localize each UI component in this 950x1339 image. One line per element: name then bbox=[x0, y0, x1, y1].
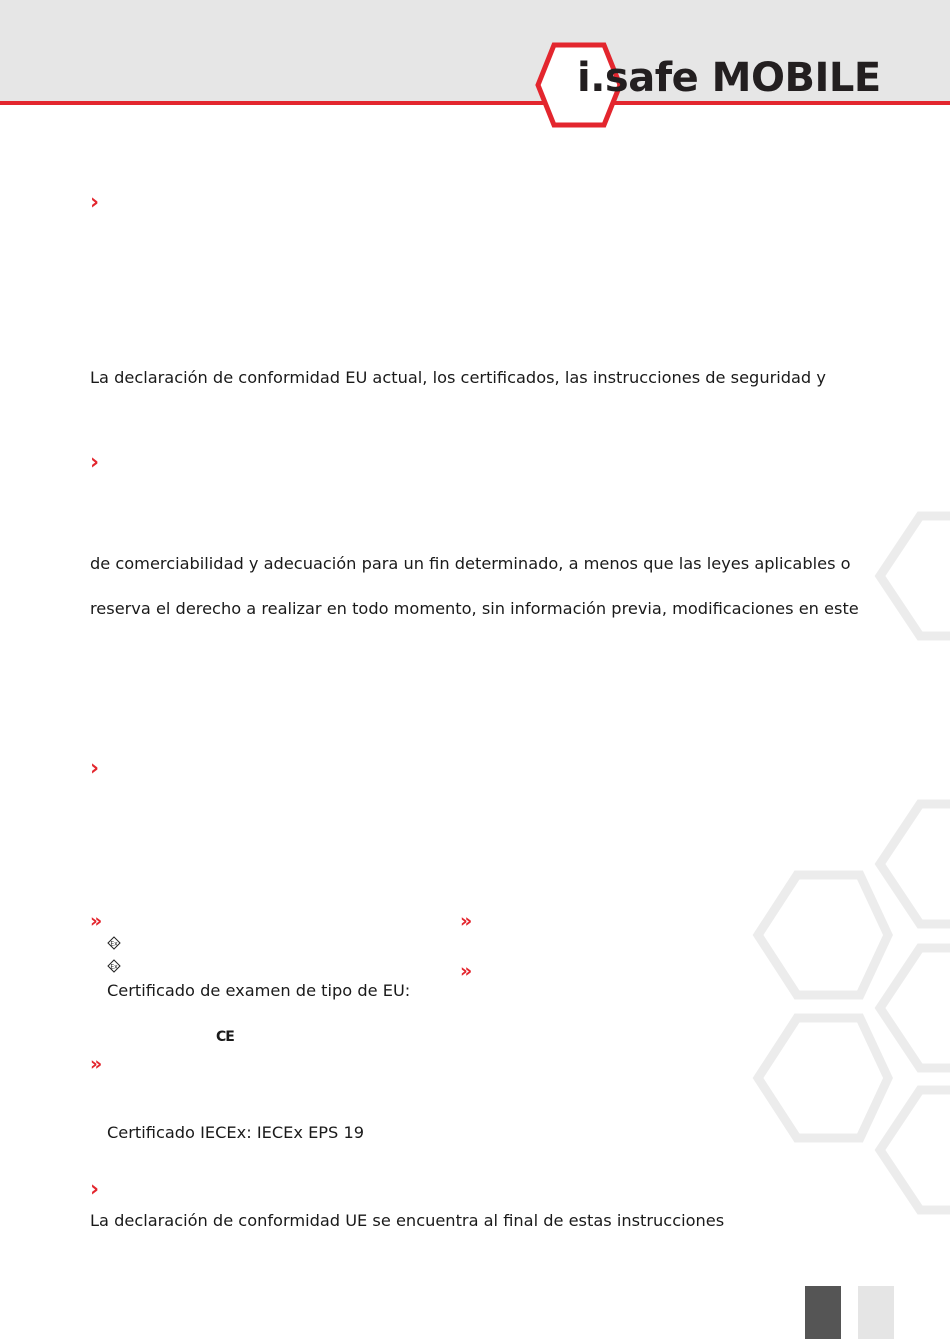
ce-mark: CE bbox=[216, 1029, 234, 1045]
section-bullet: › bbox=[90, 450, 100, 475]
declaration-note: La declaración de conformidad UE se encuentra al final de estas instrucciones bbox=[90, 1211, 725, 1230]
paragraph-line: reserva el derecho a realizar en todo momento, sin información previa, modificaciones en este bbox=[90, 599, 859, 618]
atex-ex-icon bbox=[107, 936, 121, 950]
list-bullet: » bbox=[460, 960, 470, 982]
list-bullet: » bbox=[90, 910, 100, 932]
section-bullet: › bbox=[90, 756, 100, 781]
paragraph-line: de comerciabilidad y adecuación para un fin determinado, a menos que las leyes aplicables o bbox=[90, 554, 851, 573]
list-bullet: » bbox=[90, 1053, 100, 1075]
page-tab-light bbox=[858, 1286, 894, 1339]
iecex-certificate: Certificado IECEx: IECEx EPS 19 bbox=[107, 1123, 365, 1142]
list-bullet: » bbox=[460, 910, 470, 932]
svg-text:Ex: Ex bbox=[110, 963, 118, 971]
svg-text:Ex: Ex bbox=[110, 940, 118, 948]
brand-logo: i.safe MOBILE bbox=[577, 55, 881, 101]
section-bullet: › bbox=[90, 1177, 100, 1202]
section-bullet: › bbox=[90, 190, 100, 215]
eu-type-exam-certificate: Certificado de examen de tipo de EU: bbox=[107, 981, 411, 1000]
paragraph-line: La declaración de conformidad EU actual, los certificados, las instrucciones de seguridad y bbox=[90, 368, 826, 387]
header-accent-line bbox=[0, 101, 950, 105]
atex-ex-icon bbox=[107, 959, 121, 973]
page-tab-dark bbox=[805, 1286, 841, 1339]
